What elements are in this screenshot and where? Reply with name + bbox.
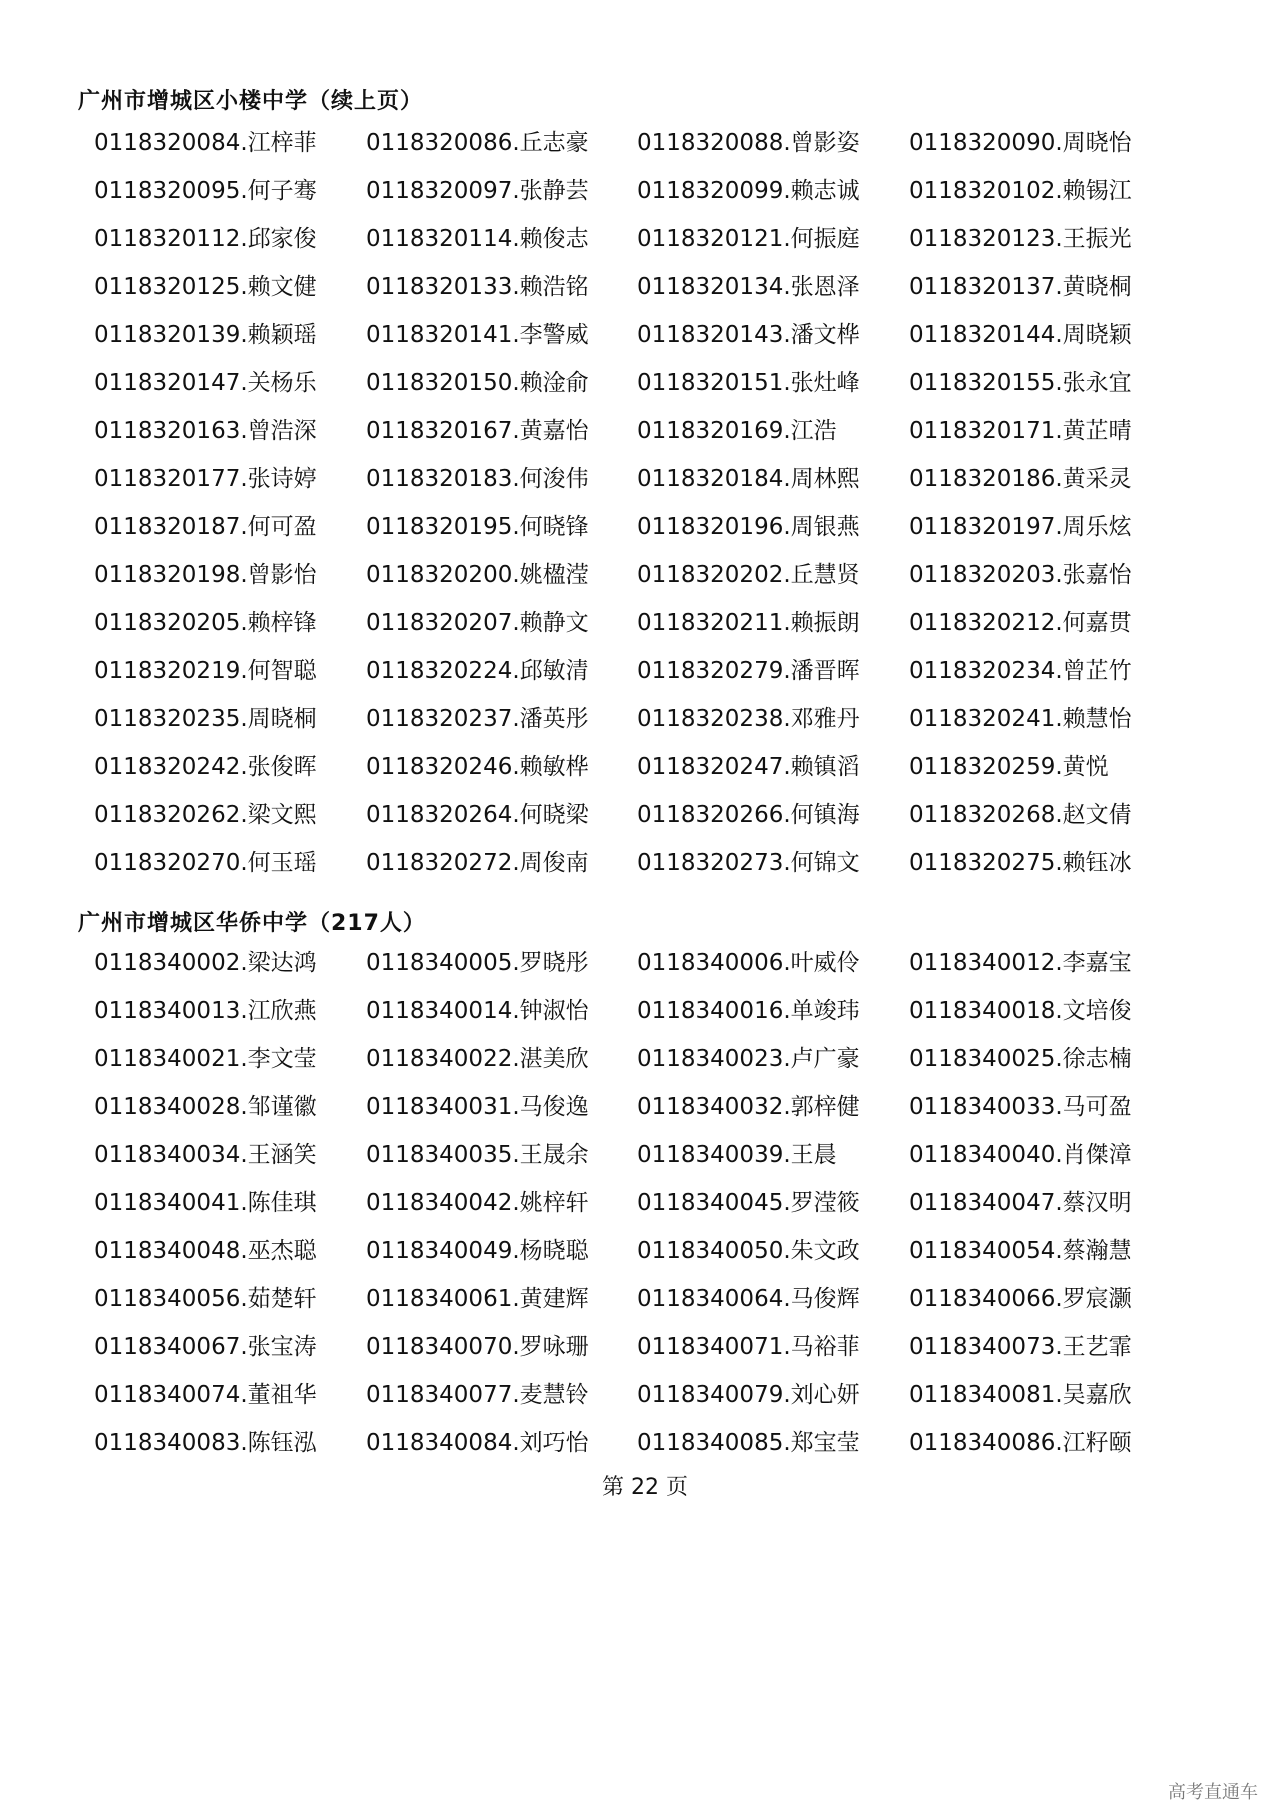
student-entry: 0118340047.蔡汉明 xyxy=(909,1190,1132,1216)
student-entry: 0118340028.邹谨徽 xyxy=(94,1094,317,1120)
table-row xyxy=(94,848,1194,896)
student-entry: 0118340031.马俊逸 xyxy=(366,1094,589,1120)
student-entry: 0118320212.何嘉贯 xyxy=(909,610,1132,636)
table-row xyxy=(94,368,1194,416)
table-row xyxy=(94,1188,1194,1236)
table-row xyxy=(94,464,1194,512)
student-entry: 0118320183.何浚伟 xyxy=(366,466,589,492)
student-entry: 0118340081.吴嘉欣 xyxy=(909,1382,1132,1408)
student-entry: 0118320139.赖颖瑶 xyxy=(94,322,317,348)
student-entry: 0118320207.赖静文 xyxy=(366,610,589,636)
student-entry: 0118320137.黄晓桐 xyxy=(909,274,1132,300)
student-entry: 0118320151.张灶峰 xyxy=(637,370,860,396)
student-entry: 0118320266.何镇海 xyxy=(637,802,860,828)
table-row xyxy=(94,752,1194,800)
table-row xyxy=(94,1044,1194,1092)
student-entry: 0118320114.赖俊志 xyxy=(366,226,589,252)
table-row xyxy=(94,704,1194,752)
student-entry: 0118340014.钟淑怡 xyxy=(366,998,589,1024)
table-row xyxy=(94,948,1194,996)
student-entry: 0118320186.黄采灵 xyxy=(909,466,1132,492)
student-entry: 0118320264.何晓梁 xyxy=(366,802,589,828)
table-row xyxy=(94,1092,1194,1140)
student-entry: 0118320211.赖振朗 xyxy=(637,610,860,636)
student-entry: 0118340084.刘巧怡 xyxy=(366,1430,589,1456)
student-entry: 0118320102.赖锡江 xyxy=(909,178,1132,204)
student-entry: 0118320242.张俊晖 xyxy=(94,754,317,780)
table-row xyxy=(94,224,1194,272)
student-entry: 0118320167.黄嘉怡 xyxy=(366,418,589,444)
student-entry: 0118340050.朱文政 xyxy=(637,1238,860,1264)
student-list-huaqiao xyxy=(94,948,1194,1476)
student-entry: 0118320121.何振庭 xyxy=(637,226,860,252)
student-entry: 0118340006.叶威伶 xyxy=(637,950,860,976)
table-row xyxy=(94,608,1194,656)
table-row xyxy=(94,512,1194,560)
student-entry: 0118340045.罗滢筱 xyxy=(637,1190,860,1216)
student-entry: 0118320141.李警威 xyxy=(366,322,589,348)
student-entry: 0118320187.何可盈 xyxy=(94,514,317,540)
student-entry: 0118320202.丘慧贤 xyxy=(637,562,860,588)
student-entry: 0118340073.王艺霏 xyxy=(909,1334,1132,1360)
student-entry: 0118320177.张诗婷 xyxy=(94,466,317,492)
student-entry: 0118340039.王晨 xyxy=(637,1142,837,1168)
student-entry: 0118340005.罗晓彤 xyxy=(366,950,589,976)
table-row xyxy=(94,1428,1194,1476)
student-entry: 0118320097.张静芸 xyxy=(366,178,589,204)
table-row xyxy=(94,272,1194,320)
student-entry: 0118320095.何子骞 xyxy=(94,178,317,204)
student-entry: 0118320144.周晓颖 xyxy=(909,322,1132,348)
table-row xyxy=(94,996,1194,1044)
student-entry: 0118320259.黄悦 xyxy=(909,754,1109,780)
student-entry: 0118320238.邓雅丹 xyxy=(637,706,860,732)
student-entry: 0118340085.郑宝莹 xyxy=(637,1430,860,1456)
table-row xyxy=(94,800,1194,848)
student-entry: 0118320268.赵文倩 xyxy=(909,802,1132,828)
section-title-xiaolou: 广州市增城区小楼中学（续上页） xyxy=(78,89,424,114)
table-row xyxy=(94,656,1194,704)
student-entry: 0118320125.赖文健 xyxy=(94,274,317,300)
student-entry: 0118340032.郭梓健 xyxy=(637,1094,860,1120)
student-entry: 0118340064.马俊辉 xyxy=(637,1286,860,1312)
student-entry: 0118320235.周晓桐 xyxy=(94,706,317,732)
student-entry: 0118340056.茹楚轩 xyxy=(94,1286,317,1312)
student-entry: 0118320279.潘晋晖 xyxy=(637,658,860,684)
table-row xyxy=(94,1236,1194,1284)
student-entry: 0118320200.姚楹滢 xyxy=(366,562,589,588)
table-row xyxy=(94,176,1194,224)
student-entry: 0118320241.赖慧怡 xyxy=(909,706,1132,732)
student-entry: 0118320123.王振光 xyxy=(909,226,1132,252)
student-entry: 0118340083.陈钰泓 xyxy=(94,1430,317,1456)
table-row xyxy=(94,1380,1194,1428)
student-entry: 0118320163.曾浩深 xyxy=(94,418,317,444)
student-entry: 0118340049.杨晓聪 xyxy=(366,1238,589,1264)
student-entry: 0118320099.赖志诚 xyxy=(637,178,860,204)
student-entry: 0118340035.王晟余 xyxy=(366,1142,589,1168)
student-entry: 0118340074.董祖华 xyxy=(94,1382,317,1408)
student-entry: 0118320155.张永宜 xyxy=(909,370,1132,396)
student-entry: 0118320205.赖梓锋 xyxy=(94,610,317,636)
student-entry: 0118320198.曾影怡 xyxy=(94,562,317,588)
student-entry: 0118340066.罗宸灏 xyxy=(909,1286,1132,1312)
student-entry: 0118320262.梁文熙 xyxy=(94,802,317,828)
table-row xyxy=(94,128,1194,176)
table-row xyxy=(94,1332,1194,1380)
student-entry: 0118340086.江籽颐 xyxy=(909,1430,1132,1456)
student-entry: 0118340040.肖傑漳 xyxy=(909,1142,1132,1168)
student-entry: 0118320203.张嘉怡 xyxy=(909,562,1132,588)
student-entry: 0118320084.江梓菲 xyxy=(94,130,317,156)
student-entry: 0118320273.何锦文 xyxy=(637,850,860,876)
student-entry: 0118320086.丘志豪 xyxy=(366,130,589,156)
student-entry: 0118320150.赖淦俞 xyxy=(366,370,589,396)
student-entry: 0118320272.周俊南 xyxy=(366,850,589,876)
student-entry: 0118340002.梁达鸿 xyxy=(94,950,317,976)
student-entry: 0118320219.何智聪 xyxy=(94,658,317,684)
page-number: 第 22 页 xyxy=(602,1475,688,1500)
student-entry: 0118340021.李文莹 xyxy=(94,1046,317,1072)
student-entry: 0118320112.邱家俊 xyxy=(94,226,317,252)
student-entry: 0118340022.湛美欣 xyxy=(366,1046,589,1072)
student-entry: 0118340018.文培俊 xyxy=(909,998,1132,1024)
student-entry: 0118340048.巫杰聪 xyxy=(94,1238,317,1264)
student-entry: 0118320234.曾芷竹 xyxy=(909,658,1132,684)
student-entry: 0118320169.江浩 xyxy=(637,418,837,444)
student-entry: 0118340071.马裕菲 xyxy=(637,1334,860,1360)
student-entry: 0118320090.周晓怡 xyxy=(909,130,1132,156)
table-row xyxy=(94,320,1194,368)
student-entry: 0118340023.卢广豪 xyxy=(637,1046,860,1072)
table-row xyxy=(94,1140,1194,1188)
table-row xyxy=(94,416,1194,464)
student-list-xiaolou xyxy=(94,128,1194,896)
student-entry: 0118320246.赖敏桦 xyxy=(366,754,589,780)
student-entry: 0118320197.周乐炫 xyxy=(909,514,1132,540)
student-entry: 0118340033.马可盈 xyxy=(909,1094,1132,1120)
student-entry: 0118320224.邱敏清 xyxy=(366,658,589,684)
student-entry: 0118340034.王涵笑 xyxy=(94,1142,317,1168)
student-entry: 0118340025.徐志楠 xyxy=(909,1046,1132,1072)
table-row xyxy=(94,1284,1194,1332)
student-entry: 0118320171.黄芷晴 xyxy=(909,418,1132,444)
student-entry: 0118340054.蔡瀚慧 xyxy=(909,1238,1132,1264)
student-entry: 0118340042.姚梓轩 xyxy=(366,1190,589,1216)
student-entry: 0118320196.周银燕 xyxy=(637,514,860,540)
student-entry: 0118320247.赖镇滔 xyxy=(637,754,860,780)
student-entry: 0118340061.黄建辉 xyxy=(366,1286,589,1312)
student-entry: 0118340016.单竣玮 xyxy=(637,998,860,1024)
student-entry: 0118320270.何玉瑶 xyxy=(94,850,317,876)
student-entry: 0118320133.赖浩铭 xyxy=(366,274,589,300)
student-entry: 0118320275.赖钰冰 xyxy=(909,850,1132,876)
student-entry: 0118320134.张恩泽 xyxy=(637,274,860,300)
student-entry: 0118340012.李嘉宝 xyxy=(909,950,1132,976)
student-entry: 0118320195.何晓锋 xyxy=(366,514,589,540)
section-title-huaqiao: 广州市增城区华侨中学（217人） xyxy=(78,911,426,936)
student-entry: 0118340079.刘心妍 xyxy=(637,1382,860,1408)
student-entry: 0118320237.潘英彤 xyxy=(366,706,589,732)
student-entry: 0118340041.陈佳琪 xyxy=(94,1190,317,1216)
student-entry: 0118340077.麦慧铃 xyxy=(366,1382,589,1408)
student-entry: 0118320147.关杨乐 xyxy=(94,370,317,396)
student-entry: 0118320184.周林熙 xyxy=(637,466,860,492)
student-entry: 0118320143.潘文桦 xyxy=(637,322,860,348)
watermark: 高考直通车 xyxy=(1168,1782,1258,1803)
student-entry: 0118340013.江欣燕 xyxy=(94,998,317,1024)
student-entry: 0118340067.张宝涛 xyxy=(94,1334,317,1360)
student-entry: 0118340070.罗咏珊 xyxy=(366,1334,589,1360)
table-row xyxy=(94,560,1194,608)
student-entry: 0118320088.曾影姿 xyxy=(637,130,860,156)
